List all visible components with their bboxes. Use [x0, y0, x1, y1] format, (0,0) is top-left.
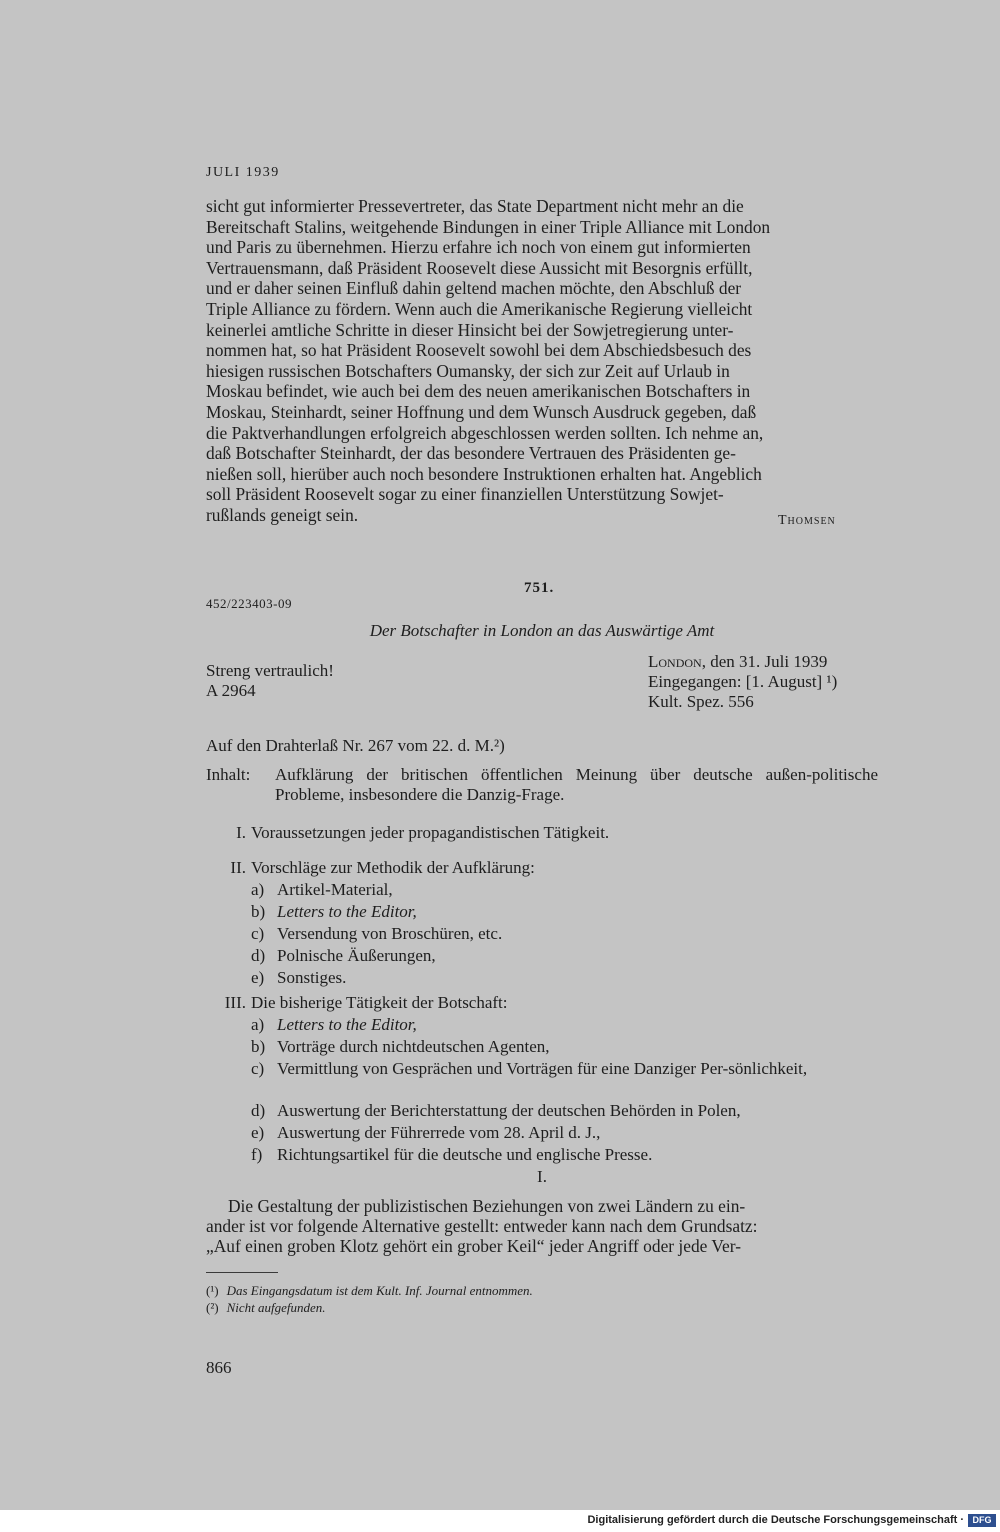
inhalt-label: Inhalt:: [206, 765, 251, 784]
body-line: Moskau befindet, wie auch bei dem des neuen amerikanischen Botschafters in: [206, 381, 751, 402]
drahterlass-reference: Auf den Drahterlaß Nr. 267 vom 22. d. M.²): [206, 736, 505, 755]
classification: Streng vertraulich!: [206, 661, 334, 680]
date: , den 31. Juli 1939: [701, 652, 828, 671]
place: London: [648, 652, 702, 671]
body-line: die Paktverhandlungen erfolgreich abgeschlossen werden sollten. Ich nehme an,: [206, 422, 764, 443]
body-text: [206, 196, 878, 526]
body-line: Moskau, Steinhardt, seiner Hoffnung und dem Wunsch Ausdruck gegeben, daß: [206, 401, 757, 422]
body-line: Bereitschaft Stalins, weitgehende Bindungen in einer Triple Alliance mit London: [206, 216, 771, 237]
section-title: Voraussetzungen jeder propagandistischen Tätigkeit.: [251, 823, 610, 842]
section-title: Vorschläge zur Methodik der Aufklärung:: [251, 858, 535, 877]
document-number: 751.: [524, 580, 555, 596]
section-number: II.: [230, 858, 246, 877]
footnote: (²) Nicht aufgefunden.: [206, 1300, 326, 1315]
file-number: A 2964: [206, 681, 256, 700]
body-line: Triple Alliance zu fördern. Wenn auch die Amerikanische Regierung vielleicht: [206, 298, 753, 319]
body-line: daß Botschafter Steinhardt, der das besondere Vertrauen des Präsidenten ge-: [206, 443, 736, 464]
document-page: JULI 1939 sicht gut informierter Pressevertreter, das State Department nicht mehr an die Bereitschaft Stalins, weitgehende Bindungen in einer Triple Alliance mit London und Paris zu übernehmen. Hierzu erfahre ich noch von einem gut informierten Vertrauensmann, daß Präsident Roosevelt diese Aussicht mit Besorgnis erfüllt, und er daher seinen Einfluß dahin geltend machen möchte, den Abschluß der Triple Alliance zu fördern. Wenn auch die Amerikanische Regierung vielleicht keinerlei amtliche Schritte in dieser Hinsicht bei der Sowjetregierung unter- nommen hat, so hat Präsident Roosevelt sowohl bei dem Abschiedsbesuch des hiesigen russischen Botschafters Oumansky, der sich zur Zeit auf Urlaub in Moskau befindet, wie auch bei dem des neuen amerikanischen Botschafters in Moskau, Steinhardt, seiner Hoffnung und dem Wunsch Ausdruck gegeben, daß die Paktverhandlungen erfolgreich abgeschlossen werden sollten. Ich nehme an, daß Botschafter Steinhardt, der das besondere Vertrauen des Präsidenten ge- nießen soll, hierüber auch noch besondere Instruktionen erhalten hat. Angeblich soll Präsident Roosevelt sogar zu einer finanziellen Unterstützung Sowjet- rußlands geneigt sein. Thomsen 751. 452/223403-09 Der Botschafter in London an das Auswärtige Amt Streng vertraulich! A 2964 London, den 31. Juli 1939 Eingegangen: [1. August] ¹) Kult. Spez. 556 Auf den Drahterlaß Nr. 267 vom 22. d. M.²) Inhalt: Aufklärung der britischen öffentlichen Meinung über deutsche außen-politische Probleme, insbesondere die Danzig-Frage. I. Voraussetzungen jeder propagandistischen Tätigkeit. II. Vorschläge zur Methodik der Aufklärung: a) Artikel-Material, b) Letters to the Editor, c) Versendung von Broschüren, etc. d) Polnische Äußerungen, e) Sonstiges. III. Die bisherige Tätigkeit der Botschaft: a) Letters to the Editor, b) Vorträge durch nichtdeutschen Agenten, c) Vermittlung von Gesprächen und Vorträgen für eine Danziger Per-sönlichkeit, d) Auswertung der Berichterstattung der deutschen Behörden in Polen, e) Auswertung der Führerrede vom 28. April d. J., f) Richtungsartikel für die deutsche und englische Presse. I. Die Gestaltung der publizistischen Beziehungen von zwei Ländern zu ein- ander ist vor folgende Alternative gestellt: entweder kann nach dem Grundsatz: „Auf einen groben Klotz gehört ein grober Keil“ jeder Angriff oder jede Ver- (¹) Das Eingangsdatum ist dem Kult. Inf. Journal entnommen. (²) Nicht aufgefunden. 866: [0, 0, 1000, 1510]
document-reference: 452/223403-09: [206, 596, 292, 611]
page-number: 866: [206, 1358, 232, 1377]
section-title: Die bisherige Tätigkeit der Botschaft:: [251, 993, 508, 1012]
footer-text: Digitalisierung gefördert durch die Deutsche Forschungsgemeinschaft ·: [587, 1514, 964, 1526]
meta-left: [206, 661, 334, 701]
body-line: rußlands geneigt sein.: [206, 504, 359, 525]
paragraph-line: „Auf einen groben Klotz gehört ein grober Keil“ jeder Angriff oder jede Ver-: [206, 1236, 742, 1256]
body-line: soll Präsident Roosevelt sogar zu einer finanziellen Unterstützung Sowjet-: [206, 484, 724, 505]
running-head: JULI 1939: [206, 165, 280, 180]
document-heading: Der Botschafter in London an das Auswärtige Amt: [369, 621, 715, 640]
body-line: Vertrauensmann, daß Präsident Roosevelt diese Aussicht mit Besorgnis erfüllt,: [206, 257, 753, 278]
inhalt-text: Aufklärung der britischen öffentlichen Meinung über deutsche außen-politische Probleme, insbesondere die Danzig-Frage.: [275, 765, 878, 804]
section-number: I.: [236, 823, 246, 842]
paragraph-line: Die Gestaltung der publizistischen Beziehungen von zwei Ländern zu ein-: [228, 1196, 746, 1216]
received-date: Eingegangen: [1. August] ¹): [648, 672, 838, 691]
footnotes: [206, 1282, 533, 1316]
body-line: und er daher seinen Einfluß dahin geltend machen möchte, den Abschluß der: [206, 278, 742, 299]
signature: Thomsen: [778, 513, 836, 528]
body-line: hiesigen russischen Botschafters Oumansky, der sich zur Zeit auf Urlaub in: [206, 360, 730, 381]
place-date: [648, 652, 837, 672]
body-line: nießen soll, hierüber auch noch besondere Instruktionen erhalten hat. Angeblich: [206, 463, 762, 484]
meta-right: [648, 652, 837, 712]
final-paragraph: [206, 1196, 878, 1256]
body-line: nommen hat, so hat Präsident Roosevelt sowohl bei dem Abschiedsbesuch des: [206, 340, 752, 361]
body-line: sicht gut informierter Pressevertreter, das State Department nicht mehr an die: [206, 196, 744, 216]
kult-reference: Kult. Spez. 556: [648, 692, 754, 711]
footnote-rule: [206, 1272, 278, 1273]
body-line: und Paris zu übernehmen. Hierzu erfahre ich noch von einem gut informierten: [206, 237, 751, 258]
body-line: keinerlei amtliche Schritte in dieser Hinsicht bei der Sowjetregierung unter-: [206, 319, 734, 340]
section-number: III.: [224, 993, 246, 1012]
dfg-logo-icon: DFG: [968, 1514, 996, 1527]
section-heading: I.: [537, 1167, 547, 1186]
footnote: (¹) Das Eingangsdatum ist dem Kult. Inf. Journal entnommen.: [206, 1283, 533, 1298]
paragraph-line: ander ist vor folgende Alternative gestellt: entweder kann nach dem Grundsatz:: [206, 1216, 758, 1236]
digitization-footer: [0, 1510, 1000, 1532]
